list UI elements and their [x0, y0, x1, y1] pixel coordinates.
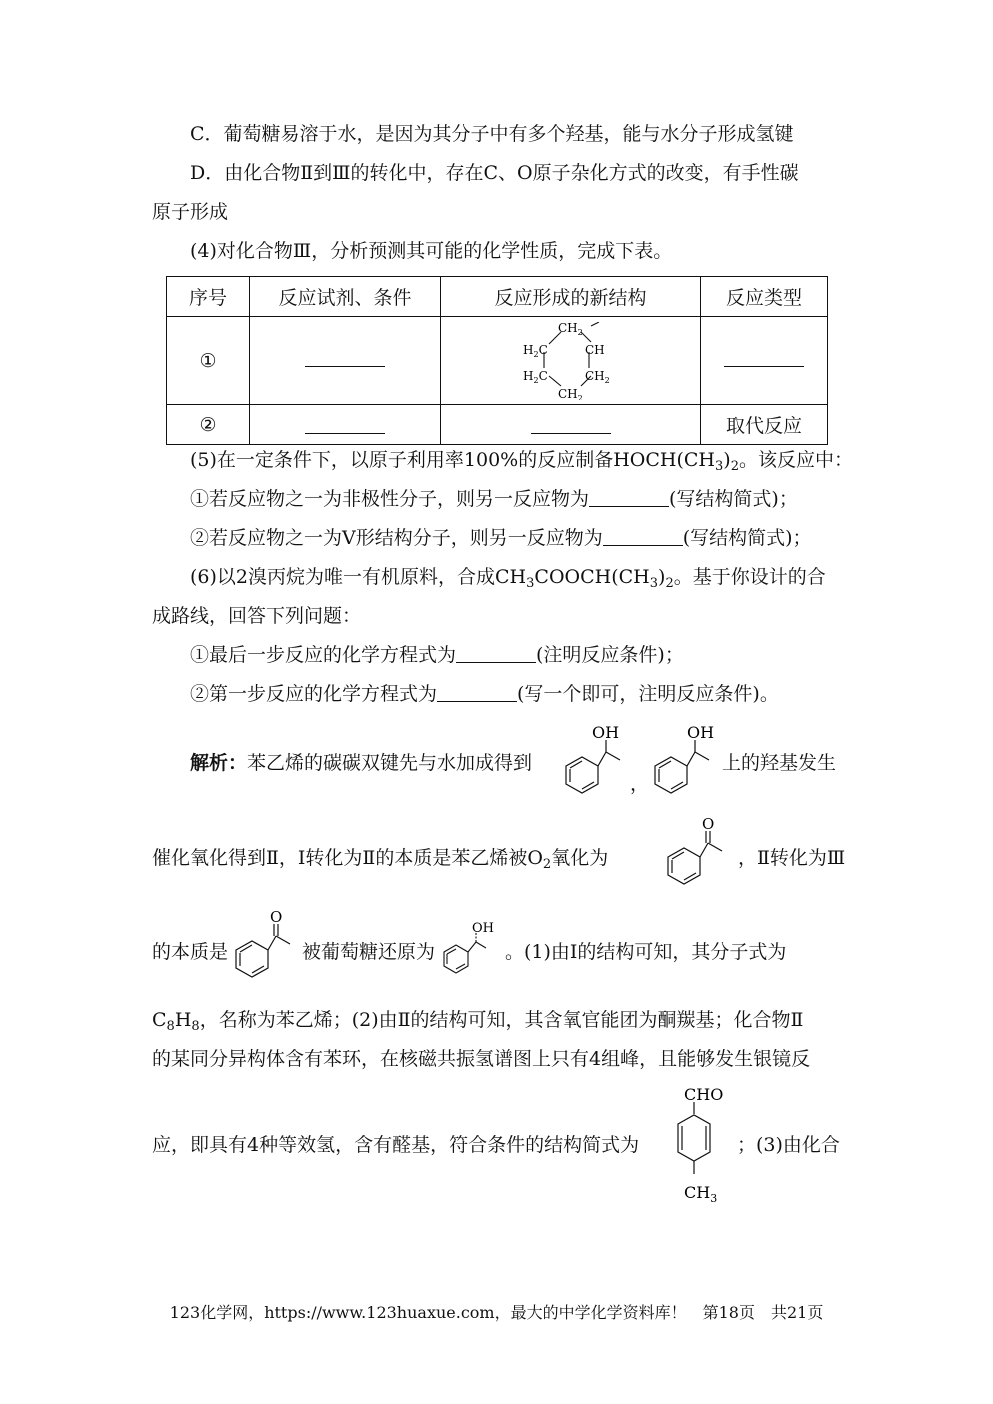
row2-no: ②: [167, 405, 250, 445]
analysis-line-3-end: 。(1)由Ⅰ的结构可知，其分子式为: [505, 941, 787, 963]
question-6-2: ②第一步反应的化学方程式为 (写一个即可，注明反应条件)。: [190, 683, 779, 705]
question-5-2: ②若反应物之一为V形结构分子，则另一反应物为 (写结构简式)；: [190, 527, 812, 549]
o-label: O: [702, 815, 715, 833]
analysis-line-2-end: ，Ⅱ转化为Ⅲ: [738, 847, 846, 869]
question-4: (4)对化合物Ⅲ，分析预测其可能的化学性质，完成下表。: [190, 240, 673, 262]
cyclohexyl-radical-structure: [511, 322, 631, 400]
oh-label: OH: [472, 921, 494, 936]
row2-reagent-blank: [250, 405, 441, 445]
option-c: C．葡萄糖易溶于水，是因为其分子中有多个羟基，能与水分子形成氢键: [190, 123, 794, 145]
option-d-cont: 原子形成: [152, 201, 229, 223]
question-6: (6)以2溴丙烷为唯一有机原料，合成$CH_3COOCH(CH_3)_2$。基于你设计的合: [190, 566, 826, 591]
o-label: O: [270, 908, 283, 926]
analysis-line-6: 应，即具有4种等效氢，含有醛基，符合条件的结构简式为: [152, 1134, 640, 1156]
page-footer: 123化学网，https://www.123huaxue.com，最大的中学化学资料库！ 第18页 共21页: [169, 1303, 824, 1322]
row1-structure: [441, 317, 701, 405]
acetophenone-structure-2: [230, 908, 306, 990]
ch3-label: $CH_3$: [684, 1183, 718, 1204]
ch-label: CH: [584, 342, 605, 357]
ch2-top-label: $CH_2$: [557, 321, 583, 337]
analysis-line-4: $C_8H_8$，名称为苯乙烯；(2)由Ⅱ的结构可知，其含氧官能团为酮羰基；化合物Ⅱ: [152, 1009, 804, 1034]
cho-label: CHO: [684, 1085, 724, 1104]
analysis-line-2: 催化氧化得到Ⅱ，Ⅰ转化为Ⅱ的本质是苯乙烯被$O_2$氧化为: [152, 847, 609, 872]
ch2-right-label: $CH_2$: [584, 368, 610, 385]
row1-reagent-blank: [250, 317, 441, 405]
h2c-top-label: $H_2C$: [522, 342, 548, 359]
option-d: D．由化合物Ⅱ到Ⅲ的转化中，存在C、O原子杂化方式的改变，有手性碳: [190, 162, 799, 184]
header-type: 反应类型: [701, 277, 828, 317]
oh-label: OH: [592, 723, 620, 742]
analysis-comma: ，: [630, 773, 650, 795]
row1-no: ①: [167, 317, 250, 405]
acetophenone-structure-1: [660, 815, 742, 897]
analysis-line-3: 的本质是: [152, 941, 229, 963]
analysis-line-3-mid: 被葡萄糖还原为: [302, 941, 436, 963]
ch2-bottom-label: $CH_2$: [557, 386, 583, 400]
header-no: 序号: [167, 277, 250, 317]
analysis-line-1: 解析：苯乙烯的碳碳双键先与水加成得到: [190, 752, 533, 774]
reaction-table: [166, 276, 828, 445]
row1-type-blank: [701, 317, 828, 405]
row2-structure-blank: [441, 405, 701, 445]
phenylethanol-structure-2: [645, 718, 725, 804]
row2-type: 取代反应: [701, 405, 828, 445]
question-5: (5)在一定条件下，以原子利用率100%的反应制备$HOCH(CH_3)_2$。该反应中：: [190, 449, 854, 474]
analysis-line-5: 的某同分异构体含有苯环，在核磁共振氢谱图上只有4组峰，且能够发生银镜反: [152, 1048, 811, 1070]
question-6-cont: 成路线，回答下列问题：: [152, 605, 362, 627]
question-6-1: ①最后一步反应的化学方程式为 (注明反应条件)；: [190, 644, 684, 666]
oh-label: OH: [687, 723, 715, 742]
phenylethanol-structure-1: [548, 718, 628, 804]
analysis-line-1-end: 上的羟基发生: [722, 752, 837, 774]
h2c-bottom-label: $H_2C$: [522, 368, 548, 385]
question-5-1: ①若反应物之一为非极性分子，则另一反应物为 (写结构简式)；: [190, 488, 798, 510]
header-structure: 反应形成的新结构: [441, 277, 701, 317]
methylbenzaldehyde-structure: [670, 1080, 740, 1204]
chiral-phenylethanol-structure: [438, 918, 508, 982]
header-reagent: 反应试剂、条件: [250, 277, 441, 317]
analysis-line-6-end: ；(3)由化合: [737, 1134, 840, 1156]
